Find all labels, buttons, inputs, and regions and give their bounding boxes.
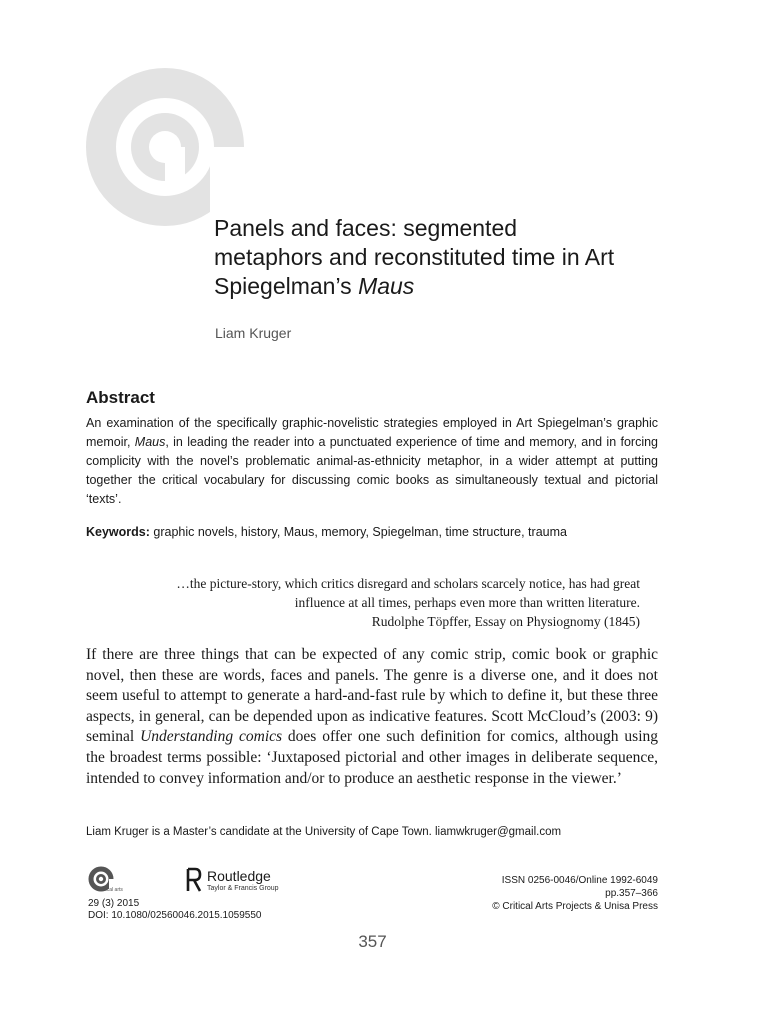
- copyright: © Critical Arts Projects & Unisa Press: [492, 901, 658, 912]
- author-name: Liam Kruger: [215, 325, 292, 341]
- issn: ISSN 0256-0046/Online 1992-6049: [501, 875, 658, 886]
- routledge-logo: [186, 866, 296, 896]
- publisher-subtitle: Taylor & Francis Group: [207, 885, 279, 892]
- title-line-1: Panels and faces: segmented: [214, 215, 518, 241]
- page-number: 357: [358, 932, 387, 951]
- keywords-list: graphic novels, history, Maus, memory, Spiegelman, time structure, trauma: [149, 525, 567, 539]
- doi: DOI: 10.1080/02560046.2015.1059550: [88, 910, 262, 921]
- journal-meta: [88, 898, 262, 922]
- keywords-label: Keywords:: [86, 525, 150, 539]
- issn-block: [492, 874, 658, 913]
- publisher-name: Routledge: [207, 868, 271, 884]
- abstract-text: An examination of the specifically graphic-novelistic strategies employed in Art Spiegelman’s graphic memoir, Maus, in leading the reader into a punctuated experience of time and memory, and in forcing complicity with the novel’s problematic animal-as-ethnicity metaphor, in a wider attempt at putting together the critical vocabulary for discussing comic books as simultaneously textual and pictorial ‘texts’.: [86, 416, 658, 506]
- journal-background-logo: [80, 62, 250, 232]
- title-line-2: metaphors and reconstituted time in Art: [214, 244, 615, 270]
- body-paragraph: If there are three things that can be expected of any comic strip, comic book or graphic novel, then these are words, faces and panels. The genre is a diverse one, and it does not seem useful to attempt to generate a hard-and-fast rule by which to define it, but these three aspects, in general, can be depended upon as indicative features. Scott McCloud’s (2003: 9) seminal Understanding comics does offer one such definition for comics, although using the broadest terms possible: ‘Juxtaposed pictorial and other images in deliberate sequence, intended to convey information and/or to produce an aesthetic response in the viewer.’: [86, 646, 658, 787]
- epigraph: [86, 574, 640, 631]
- author-note: Liam Kruger is a Master’s candidate at the University of Cape Town. liamwkruger@gmail.com: [86, 826, 562, 838]
- article-title: [214, 214, 694, 301]
- critical-arts-logo: [88, 866, 140, 896]
- volume-issue: 29 (3) 2015: [88, 898, 140, 909]
- title-italic-maus: Maus: [358, 273, 415, 299]
- epigraph-attribution: Rudolphe Töpffer, Essay on Physiognomy (1845): [371, 614, 640, 629]
- title-line-3: Spiegelman’s Maus: [214, 273, 415, 299]
- keywords: [86, 525, 686, 539]
- epigraph-line-1: …the picture-story, which critics disregard and scholars scarcely notice, has had great: [176, 576, 640, 591]
- routledge-r-icon: [186, 867, 202, 893]
- critical-arts-logo-text: critical arts: [99, 887, 123, 893]
- epigraph-line-2: influence at all times, perhaps even more than written literature.: [294, 595, 640, 610]
- abstract-heading: Abstract: [86, 388, 155, 407]
- page-range: pp.357–366: [605, 888, 658, 899]
